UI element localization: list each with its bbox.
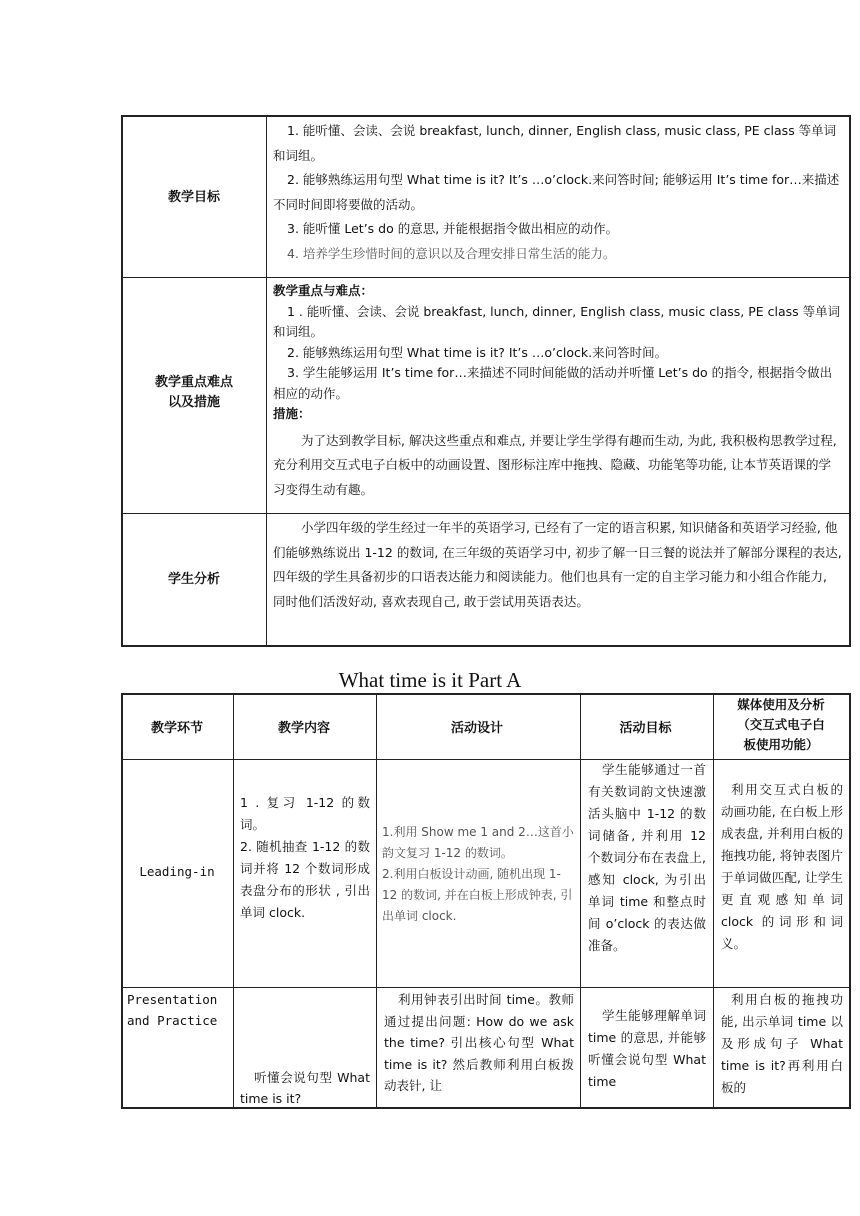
presentation-media: 利用白板的拖拽功能, 出示单词 time 以及形成句子 What time is it?再利用白板的 <box>721 992 843 1095</box>
objective-item: 1. 能听懂、会读、会说 breakfast, lunch, dinner, English class, music class, PE class 等单词和词组。 <box>273 123 837 163</box>
row-label-key-points <box>123 373 265 413</box>
leading-in-goal: 学生能够通过一首有关数词韵文快速激活头脑中 1-12 的数词储备, 并利用 12 个数词分布在表盘上, 感知 clock, 为引出单词 time 和整点时间 o’clock 的表达做准备。 <box>588 762 706 953</box>
stage-presentation: Presentation and Practice <box>127 992 218 1028</box>
objective-item: 3. 能听懂 Let’s do 的意思, 并能根据指令做出相应的动作。 <box>287 221 619 236</box>
key-point-item: 2. 能够熟练运用句型 What time is it? It’s …o’clock.来问答时间。 <box>287 344 668 360</box>
header-stage: 教学环节 <box>150 721 203 736</box>
teaching-objectives-content <box>273 119 843 266</box>
header-media-line3: 板使用功能） <box>743 737 819 752</box>
leading-in-content: 1 . 复习 1-12 的数词。 2. 随机抽查 1-12 的数词并将 12 个数词形成表盘分布的形状 , 引出单词 clock. <box>240 795 370 920</box>
header-media-line2: （交互式电子白 <box>737 717 825 732</box>
header-media <box>713 695 849 755</box>
leading-in-media: 利用交互式白板的动画功能, 在白板上形成表盘, 并利用白板的拖拽功能, 将钟表图片于单词做匹配, 让学生更直观感知单词 clock 的词形和词义。 <box>721 782 843 951</box>
section-title: What time is it Part A <box>338 668 522 692</box>
row-label-key-points-line1: 教学重点难点 <box>154 375 233 390</box>
measures-heading: 措施： <box>273 406 311 421</box>
leading-in-design: 1.利用 Show me 1 and 2…这首小韵文复习 1-12 的数词。 2.利用白板设计动画, 随机出现 1-12 的数词, 并在白板上形成钟表, 引出单词 clock. <box>382 825 574 923</box>
header-content: 教学内容 <box>277 721 330 736</box>
student-analysis-content <box>273 516 843 614</box>
row-label-key-points-line2: 以及措施 <box>167 395 220 410</box>
header-media-line1: 媒体使用及分析 <box>737 697 825 712</box>
header-design: 活动设计 <box>450 721 503 736</box>
header-goal: 活动目标 <box>619 721 672 736</box>
key-point-item: 3. 学生能够运用 It’s time for…来描述不同时间能做的活动并听懂 Let’s do 的指令, 根据指令做出相应的动作。 <box>273 365 833 401</box>
row-label-student-analysis: 学生分析 <box>167 572 220 587</box>
key-point-item: 1 . 能听懂、会读、会说 breakfast, lunch, dinner, English class, music class, PE class 等单词和词组。 <box>273 303 841 339</box>
key-points-content <box>273 281 843 502</box>
row-label-teaching-objectives: 教学目标 <box>167 190 220 205</box>
presentation-design: 利用钟表引出时间 time。教师通过提出问题: How do we ask the time? 引出核心句型 What time is it? 然后教师利用白板拨动表针, 让 <box>384 992 574 1093</box>
objective-item: 2. 能够熟练运用句型 What time is it? It’s …o’clock.来问答时间; 能够运用 It’s time for…来描述不同时间即将要做的活动。 <box>273 172 840 212</box>
stage-leading-in: Leading-in <box>139 864 215 879</box>
measures-text: 为了达到教学目标, 解决这些重点和难点, 并要让学生学得有趣而生动, 为此, 我积极构思教学过程, 充分利用交互式电子白板中的动画设置、图形标注库中拖拽、隐藏、功能笔等功能, 让本节英语课的学习变得生动有趣。 <box>273 432 837 497</box>
presentation-goal: 学生能够理解单词 time 的意思, 并能够听懂会说句型 What time <box>588 1008 706 1089</box>
key-points-heading: 教学重点与难点： <box>273 283 374 298</box>
presentation-content: 听懂会说句型 What time is it? <box>240 1070 370 1106</box>
objective-item: 4. 培养学生珍惜时间的意识以及合理安排日常生活的能力。 <box>287 245 616 261</box>
student-analysis-text: 小学四年级的学生经过一年半的英语学习, 已经有了一定的语言积累, 知识储备和英语学习经验, 他们能够熟练说出 1-12 的数词, 在三年级的英语学习中, 初步了解一日三餐的说法并了解部分课程的表达, 四年级的学生具备初步的口语表达能力和阅读能力。他们也具有一定的自主学习能力和小组合作能力, 同时他们活泼好动, 喜欢表现自己, 敢于尝试用英语表达。 <box>273 520 842 609</box>
